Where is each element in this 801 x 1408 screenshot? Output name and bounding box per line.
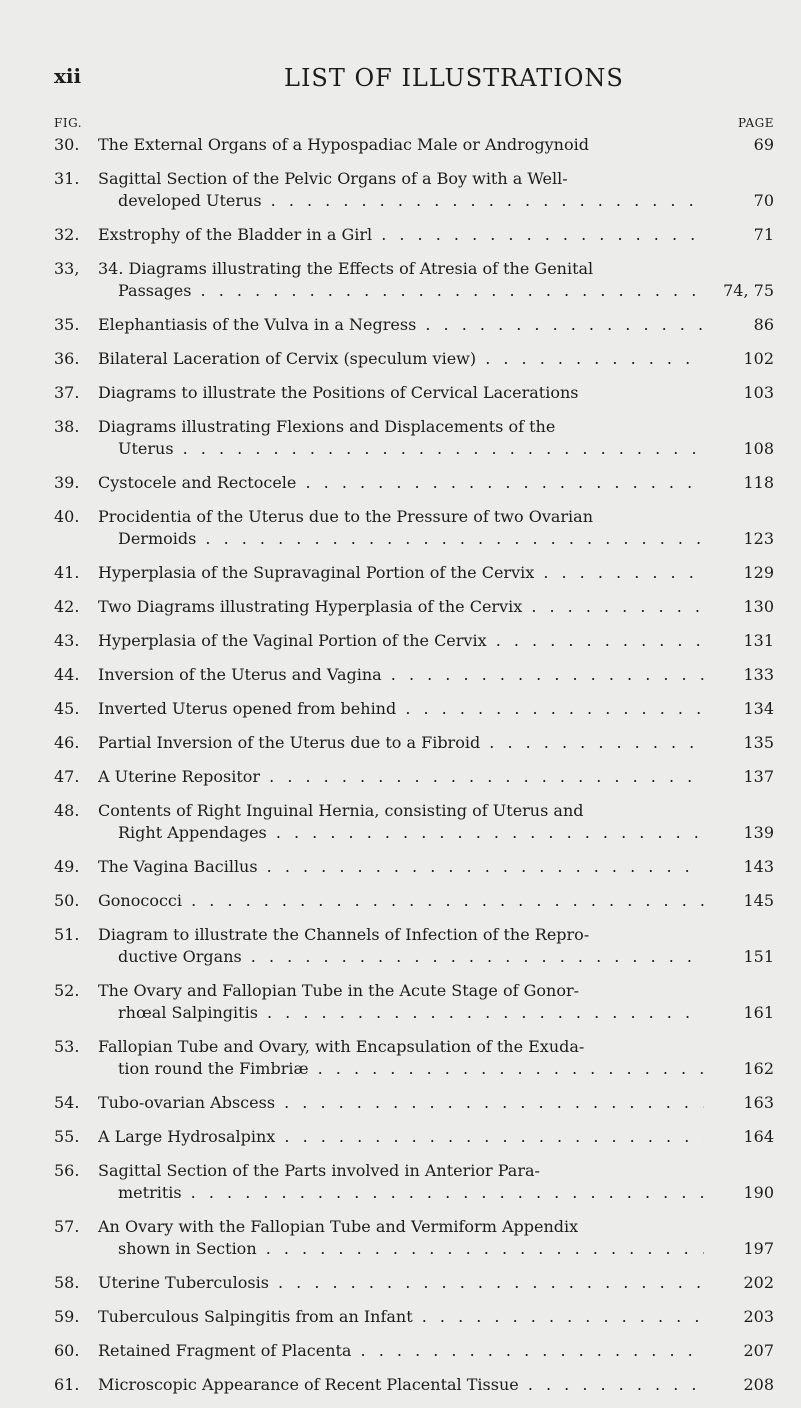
caption-line: A Uterine Repositor . . . — [98, 766, 704, 788]
figure-caption — [98, 134, 704, 156]
figure-caption — [98, 664, 704, 686]
figure-caption — [98, 562, 704, 584]
caption-line: Procidentia of the Uterus due to the Pressure of two Ovarian — [98, 507, 594, 526]
figure-caption — [98, 980, 704, 1024]
caption-line: rhœal Salpingitis . . . — [98, 1002, 704, 1024]
figure-caption — [98, 1092, 704, 1114]
caption-line: Tuberculous Salpingitis from an Infant . . . — [98, 1306, 704, 1328]
page-reference: 161 — [743, 1003, 774, 1022]
page-reference: 162 — [743, 1059, 774, 1078]
fig-column-heading: FIG. — [54, 116, 83, 130]
list-item — [54, 134, 774, 156]
figure-number: 46. — [54, 733, 80, 752]
figure-caption — [98, 766, 704, 788]
list-item — [54, 1126, 774, 1148]
figure-caption — [98, 1340, 704, 1362]
figure-number: 38. — [54, 417, 80, 436]
list-item — [54, 224, 774, 246]
list-item — [54, 630, 774, 652]
page-reference: 74, 75 — [723, 281, 774, 300]
page-column-heading: PAGE — [738, 116, 774, 130]
caption-line: Elephantiasis of the Vulva in a Negress . . . — [98, 314, 704, 336]
book-page — [54, 64, 774, 1408]
figure-number: 59. — [54, 1307, 80, 1326]
page-reference: 139 — [743, 823, 774, 842]
list-item — [54, 348, 774, 370]
list-item — [54, 506, 774, 550]
caption-line: Inversion of the Uterus and Vagina . . . — [98, 664, 704, 686]
figure-number: 47. — [54, 767, 80, 786]
page-reference: 69 — [753, 135, 774, 154]
figure-caption — [98, 698, 704, 720]
caption-line: Microscopic Appearance of Recent Placental Tissue . . . — [98, 1374, 704, 1396]
page-reference: 164 — [743, 1127, 774, 1146]
page-title: LIST OF ILLUSTRATIONS — [284, 64, 624, 92]
page-reference: 137 — [743, 767, 774, 786]
figure-number: 37. — [54, 383, 80, 402]
figure-number: 57. — [54, 1217, 80, 1236]
page-reference: 207 — [743, 1341, 774, 1360]
caption-line: shown in Section . . . — [98, 1238, 704, 1260]
page-header — [54, 64, 774, 94]
caption-line: A Large Hydrosalpinx . . . — [98, 1126, 704, 1148]
page-reference: 134 — [743, 699, 774, 718]
list-item — [54, 664, 774, 686]
figure-number: 52. — [54, 981, 80, 1000]
page-reference: 190 — [743, 1183, 774, 1202]
page-reference: 129 — [743, 563, 774, 582]
figure-number: 33, — [54, 259, 80, 278]
figure-caption — [98, 472, 704, 494]
page-number: xii — [54, 64, 82, 88]
caption-line: Passages . . . — [98, 280, 704, 302]
page-reference: 202 — [743, 1273, 774, 1292]
list-item — [54, 472, 774, 494]
figure-caption — [98, 258, 704, 302]
caption-line: developed Uterus . . . — [98, 190, 704, 212]
caption-line: Diagrams to illustrate the Positions of Cervical Lacerations — [98, 383, 579, 402]
list-item — [54, 924, 774, 968]
caption-line: Uterine Tuberculosis . . . — [98, 1272, 704, 1294]
list-item — [54, 1340, 774, 1362]
figure-number: 40. — [54, 507, 80, 526]
caption-line: metritis . . . — [98, 1182, 704, 1204]
page-reference: 163 — [743, 1093, 774, 1112]
page-reference: 103 — [743, 383, 774, 402]
list-item — [54, 766, 774, 788]
figure-number: 60. — [54, 1341, 80, 1360]
caption-line: tion round the Fimbriæ . . . — [98, 1058, 704, 1080]
figure-number: 43. — [54, 631, 80, 650]
caption-line: Sagittal Section of the Pelvic Organs of a Boy with a Well- — [98, 169, 568, 188]
page-reference: 131 — [743, 631, 774, 650]
figure-number: 45. — [54, 699, 80, 718]
figure-caption — [98, 1126, 704, 1148]
column-headings — [54, 114, 774, 134]
page-reference: 143 — [743, 857, 774, 876]
figure-caption — [98, 1272, 704, 1294]
list-item — [54, 1306, 774, 1328]
figure-number: 30. — [54, 135, 80, 154]
list-item — [54, 1216, 774, 1260]
caption-line: The Vagina Bacillus . . . — [98, 856, 704, 878]
list-item — [54, 1160, 774, 1204]
page-reference: 197 — [743, 1239, 774, 1258]
list-item — [54, 168, 774, 212]
list-item — [54, 416, 774, 460]
caption-line: Partial Inversion of the Uterus due to a Fibroid . . . — [98, 732, 704, 754]
figure-caption — [98, 596, 704, 618]
figure-caption — [98, 732, 704, 754]
figure-number: 44. — [54, 665, 80, 684]
list-item — [54, 314, 774, 336]
caption-line: Diagram to illustrate the Channels of Infection of the Repro- — [98, 925, 590, 944]
caption-line: Tubo-ovarian Abscess . . . — [98, 1092, 704, 1114]
caption-line: Exstrophy of the Bladder in a Girl . . . — [98, 224, 704, 246]
caption-line: Cystocele and Rectocele . . . — [98, 472, 704, 494]
list-item — [54, 258, 774, 302]
page-reference: 151 — [743, 947, 774, 966]
figure-number: 49. — [54, 857, 80, 876]
figure-number: 53. — [54, 1037, 80, 1056]
list-item — [54, 562, 774, 584]
figure-number: 54. — [54, 1093, 80, 1112]
figure-number: 39. — [54, 473, 80, 492]
caption-line: Contents of Right Inguinal Hernia, consisting of Uterus and — [98, 801, 584, 820]
list-item — [54, 890, 774, 912]
caption-line: The Ovary and Fallopian Tube in the Acute Stage of Gonor- — [98, 981, 580, 1000]
page-reference: 102 — [743, 349, 774, 368]
figure-caption — [98, 924, 704, 968]
page-reference: 135 — [743, 733, 774, 752]
figure-caption — [98, 168, 704, 212]
list-item — [54, 698, 774, 720]
caption-line: Right Appendages . . . — [98, 822, 704, 844]
caption-line: Retained Fragment of Placenta . . . — [98, 1340, 704, 1362]
page-reference: 70 — [753, 191, 774, 210]
figure-caption — [98, 1374, 704, 1396]
figure-number: 51. — [54, 925, 80, 944]
figure-caption — [98, 416, 704, 460]
figure-number: 55. — [54, 1127, 80, 1146]
figure-number: 41. — [54, 563, 80, 582]
figure-caption — [98, 1216, 704, 1260]
figure-number: 42. — [54, 597, 80, 616]
figure-number: 31. — [54, 169, 80, 188]
page-reference: 208 — [743, 1375, 774, 1394]
page-reference: 123 — [743, 529, 774, 548]
caption-line: Uterus . . . — [98, 438, 704, 460]
list-item — [54, 1374, 774, 1396]
figure-caption — [98, 1306, 704, 1328]
illustration-list — [54, 134, 774, 1396]
figure-number: 36. — [54, 349, 80, 368]
caption-line: Hyperplasia of the Supravaginal Portion of the Cervix . . . — [98, 562, 704, 584]
caption-line: Sagittal Section of the Parts involved in Anterior Para- — [98, 1161, 540, 1180]
figure-number: 48. — [54, 801, 80, 820]
figure-number: 61. — [54, 1375, 80, 1394]
list-item — [54, 856, 774, 878]
figure-caption — [98, 224, 704, 246]
figure-caption — [98, 382, 704, 404]
caption-line: Inverted Uterus opened from behind . . . — [98, 698, 704, 720]
caption-line: Bilateral Laceration of Cervix (speculum view) . . . — [98, 348, 704, 370]
caption-line: Gonococci . . . — [98, 890, 704, 912]
list-item — [54, 1092, 774, 1114]
figure-caption — [98, 506, 704, 550]
caption-line: Diagrams illustrating Flexions and Displacements of the — [98, 417, 556, 436]
list-item — [54, 596, 774, 618]
page-reference: 145 — [743, 891, 774, 910]
caption-line: Two Diagrams illustrating Hyperplasia of the Cervix . . . — [98, 596, 704, 618]
page-reference: 86 — [753, 315, 774, 334]
caption-line: Fallopian Tube and Ovary, with Encapsulation of the Exuda- — [98, 1037, 585, 1056]
list-item — [54, 800, 774, 844]
page-reference: 130 — [743, 597, 774, 616]
page-reference: 133 — [743, 665, 774, 684]
caption-line: An Ovary with the Fallopian Tube and Vermiform Appendix — [98, 1217, 579, 1236]
caption-line: Hyperplasia of the Vaginal Portion of the Cervix . . . — [98, 630, 704, 652]
list-item — [54, 1036, 774, 1080]
list-item — [54, 382, 774, 404]
figure-caption — [98, 1160, 704, 1204]
figure-caption — [98, 800, 704, 844]
figure-number: 58. — [54, 1273, 80, 1292]
page-reference: 71 — [753, 225, 774, 244]
figure-caption — [98, 1036, 704, 1080]
page-reference: 203 — [743, 1307, 774, 1326]
figure-caption — [98, 348, 704, 370]
figure-number: 50. — [54, 891, 80, 910]
list-item — [54, 1272, 774, 1294]
list-item — [54, 980, 774, 1024]
figure-number: 35. — [54, 315, 80, 334]
figure-caption — [98, 856, 704, 878]
figure-caption — [98, 630, 704, 652]
figure-caption — [98, 314, 704, 336]
caption-line: The External Organs of a Hypospadiac Male or Androgynoid — [98, 135, 589, 154]
caption-line: 34. Diagrams illustrating the Effects of Atresia of the Genital — [98, 259, 594, 278]
page-reference: 118 — [743, 473, 774, 492]
list-item — [54, 732, 774, 754]
page-reference: 108 — [743, 439, 774, 458]
caption-line: Dermoids . . . — [98, 528, 704, 550]
figure-number: 32. — [54, 225, 80, 244]
caption-line: ductive Organs . . . — [98, 946, 704, 968]
figure-caption — [98, 890, 704, 912]
figure-number: 56. — [54, 1161, 80, 1180]
